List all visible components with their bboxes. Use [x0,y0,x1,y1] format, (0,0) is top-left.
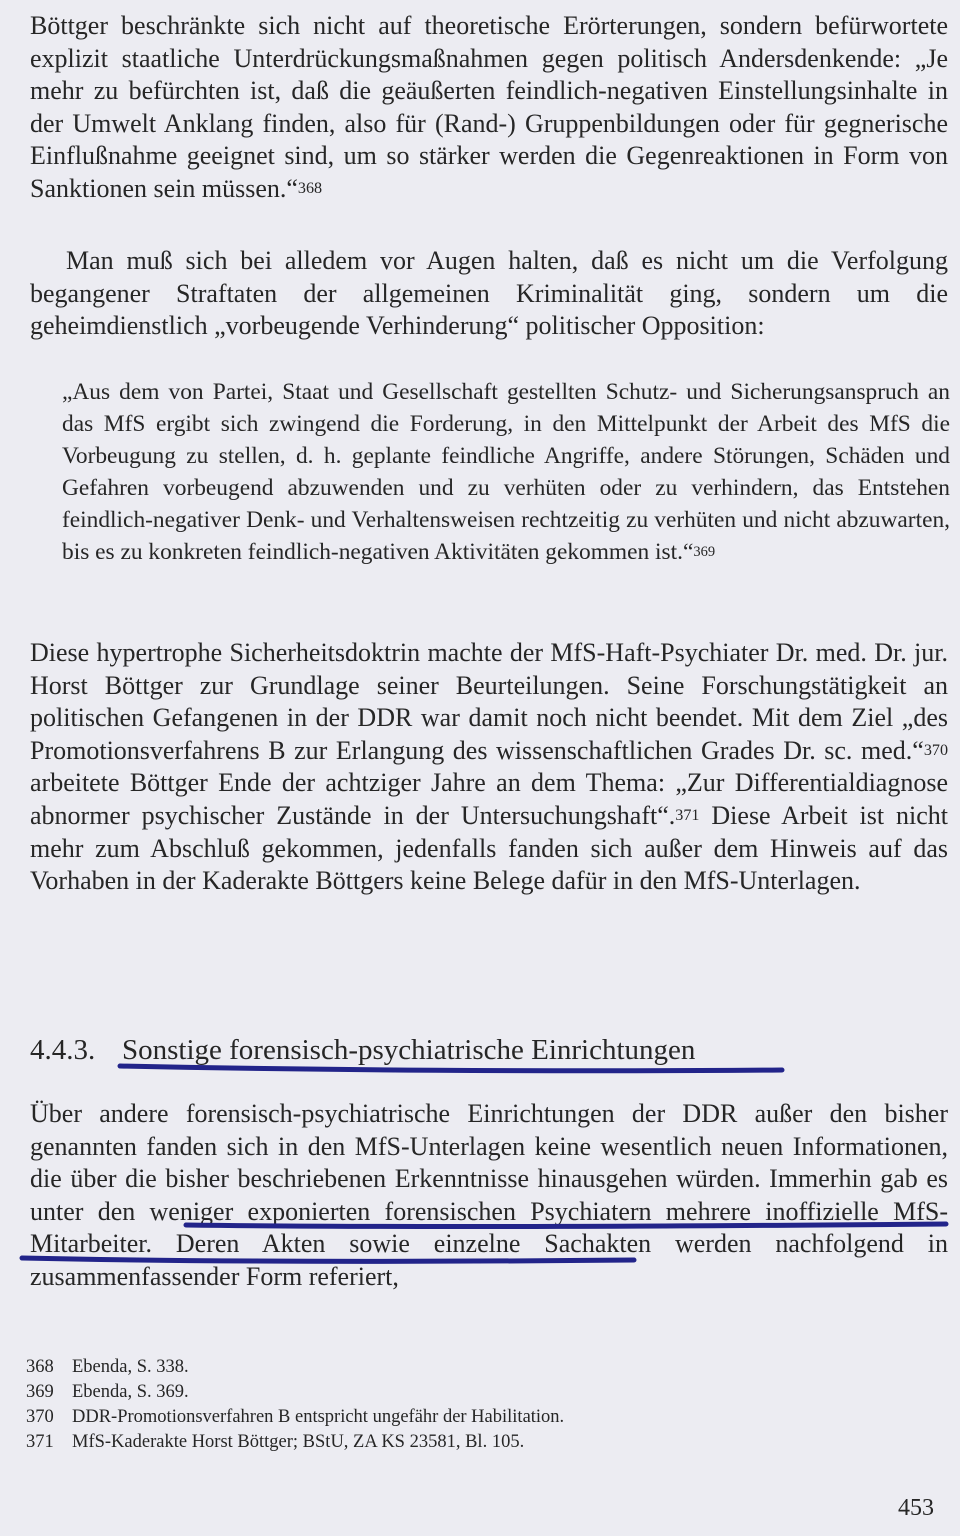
section-title: Sonstige forensisch-psychiatrische Einrichtungen [122,1034,696,1066]
footnote-text: MfS-Kaderakte Horst Böttger; BStU, ZA KS 23581, Bl. 105. [72,1432,525,1452]
quote-text: „Aus dem von Partei, Staat und Gesellschaft gestellten Schutz- und Sicherungsanspruch an das MfS ergibt sich zwingend die Forderung, in den Mittelpunkt der Arbeit des MfS die Vorbeugung zu stellen, d. h. geplante feindliche Angriffe, andere Störungen, Schäden und Gefahren vorbeugend abzuwenden und zu verhüten oder zu verhindern, das Entstehen feindlich-negativer Denk- und Verhaltensweisen rechtzeitig zu verhüten und nicht abzuwarten, bis es zu konkreten feindlich-negativen Aktivitäten gekommen ist.“ [62,379,950,566]
footnote-number: 368 [26,1357,54,1377]
footnote-ref-369: 369 [693,543,716,560]
paragraph-text: arbeitete Böttger Ende der achtziger Jahre an dem Thema: „Zur Differentialdiagnose abnormer psychischer Zustände in der Untersuchungshaft“. [30,768,948,830]
paragraph-bottger-sanctions [30,10,948,206]
paragraph-research-activity [30,637,948,898]
footnote-number: 370 [26,1407,54,1427]
paragraph-text: Man muß sich bei alledem vor Augen halten, daß es nicht um die Verfolgung begangener Straftaten der allgemeinen Kriminalität ging, sondern um die geheimdienstlich „vorbeugende Verhinderung“ politischer Opposition: [30,246,948,341]
footnote-370 [26,1405,926,1430]
footnote-text: Ebenda, S. 369. [72,1382,189,1402]
footnote-number: 371 [26,1432,54,1452]
highlighted-sentence: Immerhin gab es unter den weniger exponierten forensischen Psychiatern mehrere inoffizielle MfS-Mitarbeiter [30,1164,948,1259]
block-quote-mfs-doctrine [62,376,950,569]
footnote-text: Ebenda, S. 338. [72,1357,189,1377]
footnote-ref-368: 368 [297,179,323,197]
footnote-371 [26,1430,926,1455]
paragraph-text: Diese Arbeit ist nicht mehr zum Abschluß gekommen, jedenfalls fanden sich außer dem Hinweis auf das Vorhaben in der Kaderakte Böttgers keine Belege dafür in den MfS-Unterlagen. [30,800,948,896]
paragraph-prevention-context [30,245,948,343]
footnotes [26,1355,926,1455]
paragraph-text: Böttger beschränkte sich nicht auf theoretische Erörterungen, sondern befürwortete explizit staatliche Unterdrückungsmaßnahmen gegen politisch Andersdenkende: „Je mehr zu befürchten ist, daß die geäußerten feindlich-negativen Einstellungsinhalte in der Umwelt Anklang finden, also für (Rand-) Gruppenbildungen oder für gegnerische Einflußnahme geeignet sind, um so stärker werden die Gegenreaktionen in Form von Sanktionen sein müssen.“ [30,11,948,203]
footnote-text: DDR-Promotionsverfahren B entspricht ungefähr der Habilitation. [72,1407,565,1427]
paragraph-text: Über andere forensisch-psychiatrische Einrichtungen der DDR außer den bisher genannten fanden sich in den MfS-Unterlagen keine wesentlich neuen Informationen, die über die bisher beschriebenen Erkenntnisse hinausgehen würden. [30,1099,948,1194]
footnote-368 [26,1355,926,1380]
paragraph-other-institutions [30,1098,948,1294]
footnote-number: 369 [26,1382,54,1402]
paragraph-text: . Deren Akten sowie einzelne Sachakten werden nachfolgend in zusammenfassender Form referiert, [30,1229,948,1291]
paragraph-text: Diese hypertrophe Sicherheitsdoktrin machte der MfS-Haft-Psychiater Dr. med. Dr. jur. Horst Böttger zur Grundlage seiner Beurteilungen. Seine Forschungstätigkeit an politischen Gefangenen in der DDR war damit noch nicht beendet. Mit dem Ziel „des Promotionsverfahrens B zur Erlangung des wissenschaftlichen Grades Dr. sc. med.“ [30,638,948,765]
page-number: 453 [898,1495,934,1521]
footnote-ref-370: 370 [923,741,948,759]
footnote-ref-371: 371 [675,806,700,824]
section-heading [30,1030,695,1070]
footnote-369 [26,1380,926,1405]
section-number: 4.4.3. [30,1034,96,1066]
